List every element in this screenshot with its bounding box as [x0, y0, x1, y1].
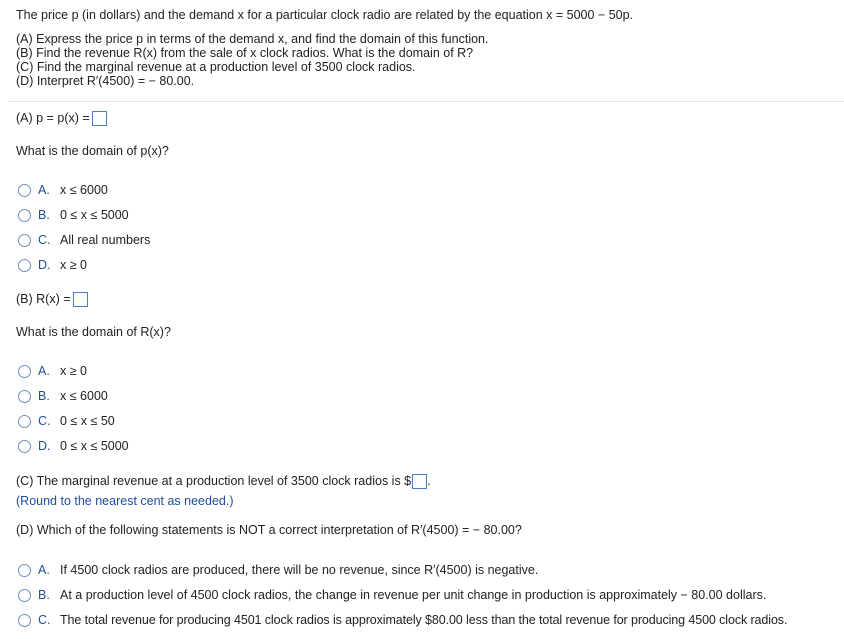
problem-tasks: [16, 32, 488, 88]
part-d-option-c[interactable]: C. The total revenue for producing 4501 clock radios is approximately $80.00 less than the total revenue for producing 4500 clock radios.: [18, 611, 787, 629]
part-a-label: (A) p = p(x) =: [16, 111, 90, 125]
part-b-option-d[interactable]: D. 0 ≤ x ≤ 5000: [18, 437, 129, 455]
task-a: (A) Express the price p in terms of the demand x, and find the domain of this function.: [16, 32, 489, 46]
radio-button[interactable]: [18, 589, 31, 602]
part-c-hint: (Round to the nearest cent as needed.): [16, 494, 234, 508]
radio-button[interactable]: [18, 365, 31, 378]
task-c: (C) Find the marginal revenue at a production level of 3500 clock radios.: [16, 60, 416, 74]
radio-button[interactable]: [18, 564, 31, 577]
part-a-question: What is the domain of p(x)?: [16, 144, 169, 158]
part-a-option-c[interactable]: C. All real numbers: [18, 231, 150, 249]
part-c-answer-input[interactable]: [412, 474, 427, 489]
radio-button[interactable]: [18, 234, 31, 247]
radio-button[interactable]: [18, 184, 31, 197]
part-b-option-b[interactable]: B. x ≤ 6000: [18, 387, 108, 405]
part-a-answer-input[interactable]: [92, 111, 107, 126]
part-c-period: .: [427, 474, 431, 488]
part-b-label: (B) R(x) =: [16, 292, 71, 306]
problem-intro: The price p (in dollars) and the demand x for a particular clock radio are related by the equation x = 5000 − 50p.: [16, 8, 634, 22]
divider: [8, 101, 844, 102]
task-d: (D) Interpret R′(4500) = − 80.00.: [16, 74, 195, 88]
part-d-option-a[interactable]: A. If 4500 clock radios are produced, there will be no revenue, since R′(4500) is negative.: [18, 561, 538, 579]
part-b-answer-input[interactable]: [73, 292, 88, 307]
radio-button[interactable]: [18, 259, 31, 272]
part-a-option-b[interactable]: B. 0 ≤ x ≤ 5000: [18, 206, 129, 224]
part-d-question: (D) Which of the following statements is NOT a correct interpretation of R′(4500) = − 80.00?: [16, 523, 522, 537]
part-c-label: (C) The marginal revenue at a production level of 3500 clock radios is $: [16, 474, 412, 488]
part-c-answer-row: [16, 474, 431, 489]
radio-button[interactable]: [18, 614, 31, 627]
part-b-option-c[interactable]: C. 0 ≤ x ≤ 50: [18, 412, 115, 430]
task-b: (B) Find the revenue R(x) from the sale of x clock radios. What is the domain of R?: [16, 46, 474, 60]
part-a-option-d[interactable]: D. x ≥ 0: [18, 256, 87, 274]
radio-button[interactable]: [18, 415, 31, 428]
radio-button[interactable]: [18, 440, 31, 453]
part-d-option-b[interactable]: B. At a production level of 4500 clock radios, the change in revenue per unit change in production is approximately − 80.00 dollars.: [18, 586, 766, 604]
radio-button[interactable]: [18, 390, 31, 403]
part-a-option-a[interactable]: A. x ≤ 6000: [18, 181, 108, 199]
part-b-answer-row: [16, 292, 88, 307]
part-a-answer-row: [16, 111, 107, 126]
part-b-option-a[interactable]: A. x ≥ 0: [18, 362, 87, 380]
part-b-question: What is the domain of R(x)?: [16, 325, 171, 339]
radio-button[interactable]: [18, 209, 31, 222]
